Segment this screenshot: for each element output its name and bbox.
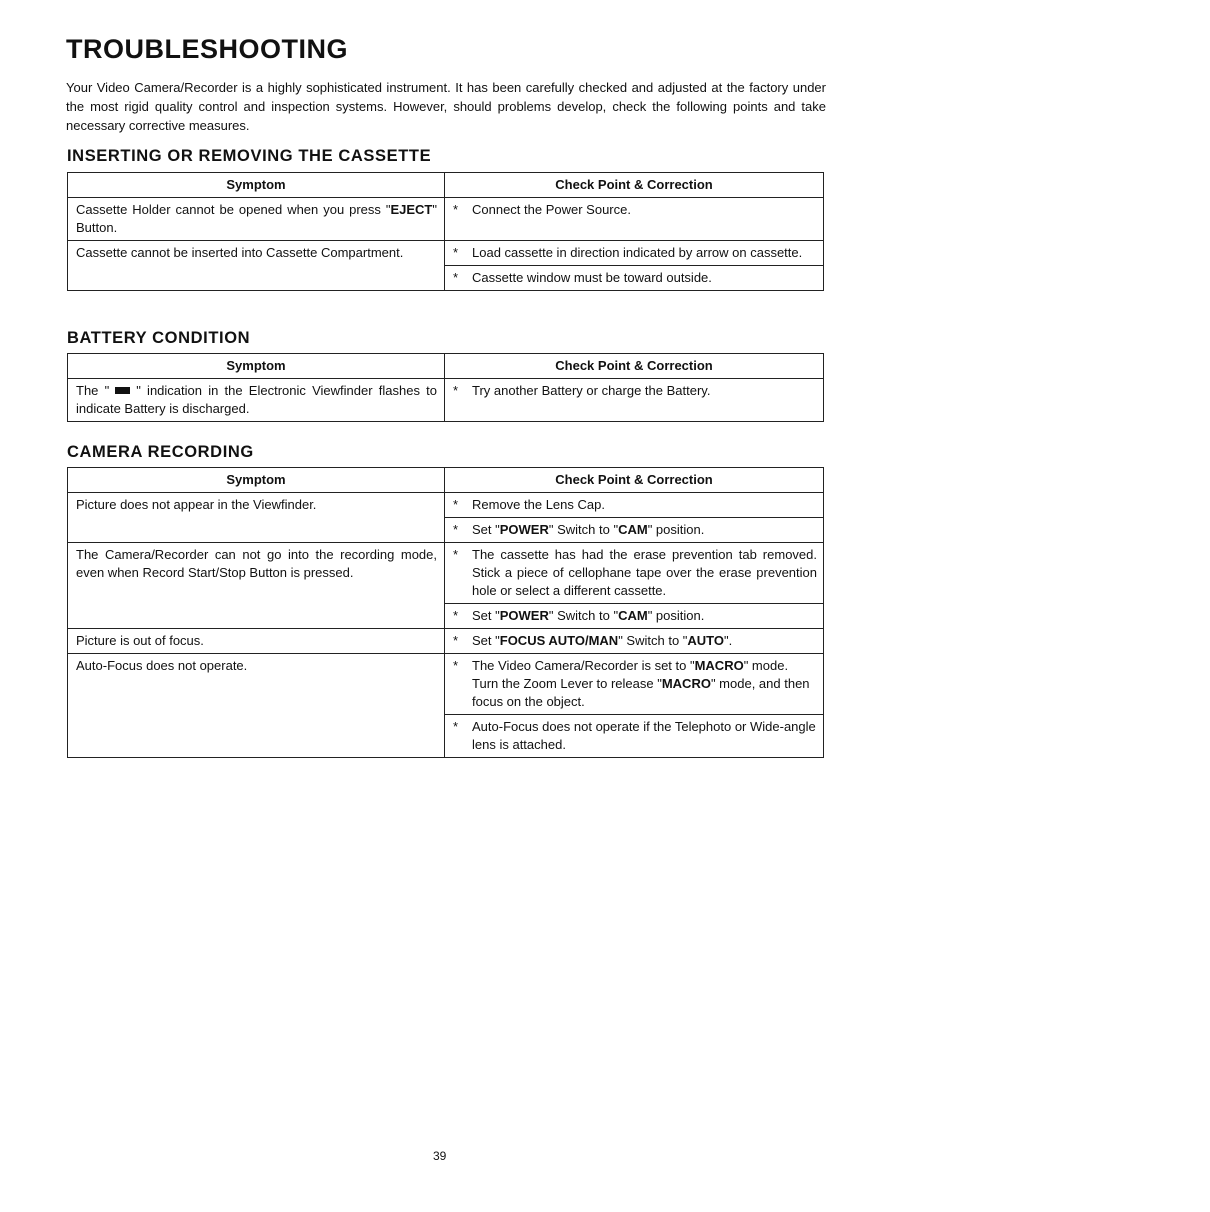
check-cell: * Auto-Focus does not operate if the Telephoto or Wide-angle lens is attached. [445,715,824,758]
table-row [68,198,824,241]
check-cell: * Cassette window must be toward outside. [445,266,824,291]
check-cell: * Set "FOCUS AUTO/MAN" Switch to "AUTO". [445,629,824,654]
symptom-header: Symptom [68,173,445,198]
check-header: Check Point & Correction [445,354,824,379]
bullet-marker: * [453,633,459,648]
symptom-cell: The Camera/Recorder can not go into the recording mode, even when Record Start/Stop Button is pressed. [68,543,445,629]
symptom-header: Symptom [68,354,445,379]
check-cell: * Set "POWER" Switch to "CAM" position. [445,518,824,543]
bullet-marker: * [453,245,459,260]
table-row [68,379,824,422]
check-cell: * Set "POWER" Switch to "CAM" position. [445,604,824,629]
camera-table [67,467,824,758]
bullet-marker: * [453,383,459,398]
bullet-marker: * [453,658,459,673]
check-cell: * Remove the Lens Cap. [445,493,824,518]
symptom-cell: Auto-Focus does not operate. [68,654,445,758]
table-header-row [68,173,824,198]
table-row [68,654,824,715]
section-title-battery: BATTERY CONDITION [67,329,251,347]
page-number: 39 [433,1149,447,1163]
section-title-camera: CAMERA RECORDING [67,443,254,461]
table-header-row [68,354,824,379]
bullet-marker: * [453,522,459,537]
check-header: Check Point & Correction [445,173,824,198]
bullet-marker: * [453,547,459,562]
table-row [68,629,824,654]
bullet-marker: * [453,608,459,623]
check-cell: * The cassette has had the erase prevention tab removed. Stick a piece of cellophane tape over the erase prevention hole or select a different cassette. [445,543,824,604]
page-title: TROUBLESHOOTING [66,34,348,64]
table-header-row [68,468,824,493]
symptom-cell: Cassette Holder cannot be opened when you press "EJECT" Button. [68,198,445,241]
bullet-marker: * [453,719,459,734]
battery-icon [115,387,130,394]
symptom-cell: The " " indication in the Electronic Viewfinder flashes to indicate Battery is discharged. [68,379,445,422]
check-cell: * Load cassette in direction indicated by arrow on cassette. [445,241,824,266]
symptom-cell: Cassette cannot be inserted into Cassette Compartment. [68,241,445,291]
check-header: Check Point & Correction [445,468,824,493]
table-row [68,241,824,266]
table-row [68,543,824,604]
intro-paragraph: Your Video Camera/Recorder is a highly sophisticated instrument. It has been carefully checked and adjusted at the factory under the most rigid quality control and inspection systems. However, should problems develop, check the following points and take necessary corrective measures. [66,80,826,133]
check-cell: * Connect the Power Source. [445,198,824,241]
section-title-cassette: INSERTING OR REMOVING THE CASSETTE [67,147,432,165]
symptom-header: Symptom [68,468,445,493]
bullet-marker: * [453,497,459,512]
cassette-table [67,172,824,291]
bullet-marker: * [453,270,459,285]
symptom-cell: Picture does not appear in the Viewfinder. [68,493,445,543]
symptom-cell: Picture is out of focus. [68,629,445,654]
bullet-marker: * [453,202,459,217]
battery-table [67,353,824,422]
check-cell: * The Video Camera/Recorder is set to "MACRO" mode. Turn the Zoom Lever to release "MACRO" mode, and then focus on the object. [445,654,824,715]
check-cell: * Try another Battery or charge the Battery. [445,379,824,422]
table-row [68,493,824,518]
